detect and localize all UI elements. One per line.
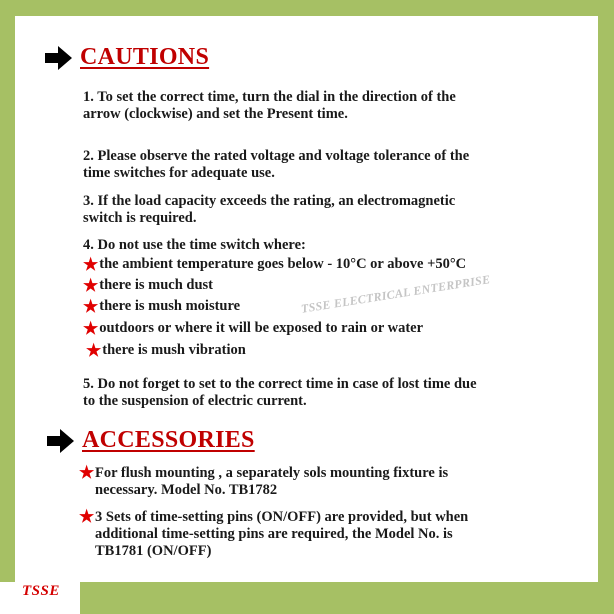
accessory-item-1: ★ For flush mounting , a separately sols mounting fixture is necessary. Model No. TB1782 [79, 463, 449, 498]
bullet-item: ★ there is mush moisture [83, 297, 241, 316]
accessory-item-2: ★ 3 Sets of time-setting pins (ON/OFF) are provided, but when additional time-setting pins are required, the Model No. is TB1781 (ON/OFF) [79, 507, 469, 559]
star-icon: ★ [83, 319, 99, 338]
footer-logo: TSSE [22, 583, 60, 599]
bullet-item: ★ outdoors or where it will be exposed to rain or water [83, 319, 424, 338]
star-icon: ★ [83, 255, 99, 274]
caution-item-4: 4. Do not use the time switch where: [83, 237, 306, 253]
star-icon: ★ [79, 463, 95, 482]
bullet-item: ★ there is much dust [83, 276, 213, 295]
bullet-item: ★ the ambient temperature goes below - 10°C or above +50°C [83, 255, 467, 274]
accessories-heading [47, 427, 255, 454]
caution-item-5: 5. Do not forget to set to the correct time in case of lost time due to the suspension of electric current. [83, 376, 477, 409]
caution-item-3: 3. If the load capacity exceeds the rating, an electromagnetic switch is required. [83, 193, 456, 226]
arrow-right-icon [47, 429, 74, 453]
star-icon: ★ [86, 341, 102, 360]
star-icon: ★ [83, 297, 99, 316]
star-icon: ★ [83, 276, 99, 295]
watermark: TSSE ELECTRICAL ENTERPRISE [300, 272, 492, 316]
star-icon: ★ [79, 507, 95, 526]
bullet-item: ★ there is mush vibration [86, 341, 246, 360]
caution-item-2: 2. Please observe the rated voltage and voltage tolerance of the time switches for adequate use. [83, 148, 470, 181]
caution-item-1: 1. To set the correct time, turn the dial in the direction of the arrow (clockwise) and set the Present time. [83, 89, 456, 122]
cautions-heading [45, 44, 209, 71]
arrow-right-icon [45, 46, 72, 70]
accessories-title: ACCESSORIES [82, 427, 255, 453]
cautions-title: CAUTIONS [80, 44, 210, 70]
